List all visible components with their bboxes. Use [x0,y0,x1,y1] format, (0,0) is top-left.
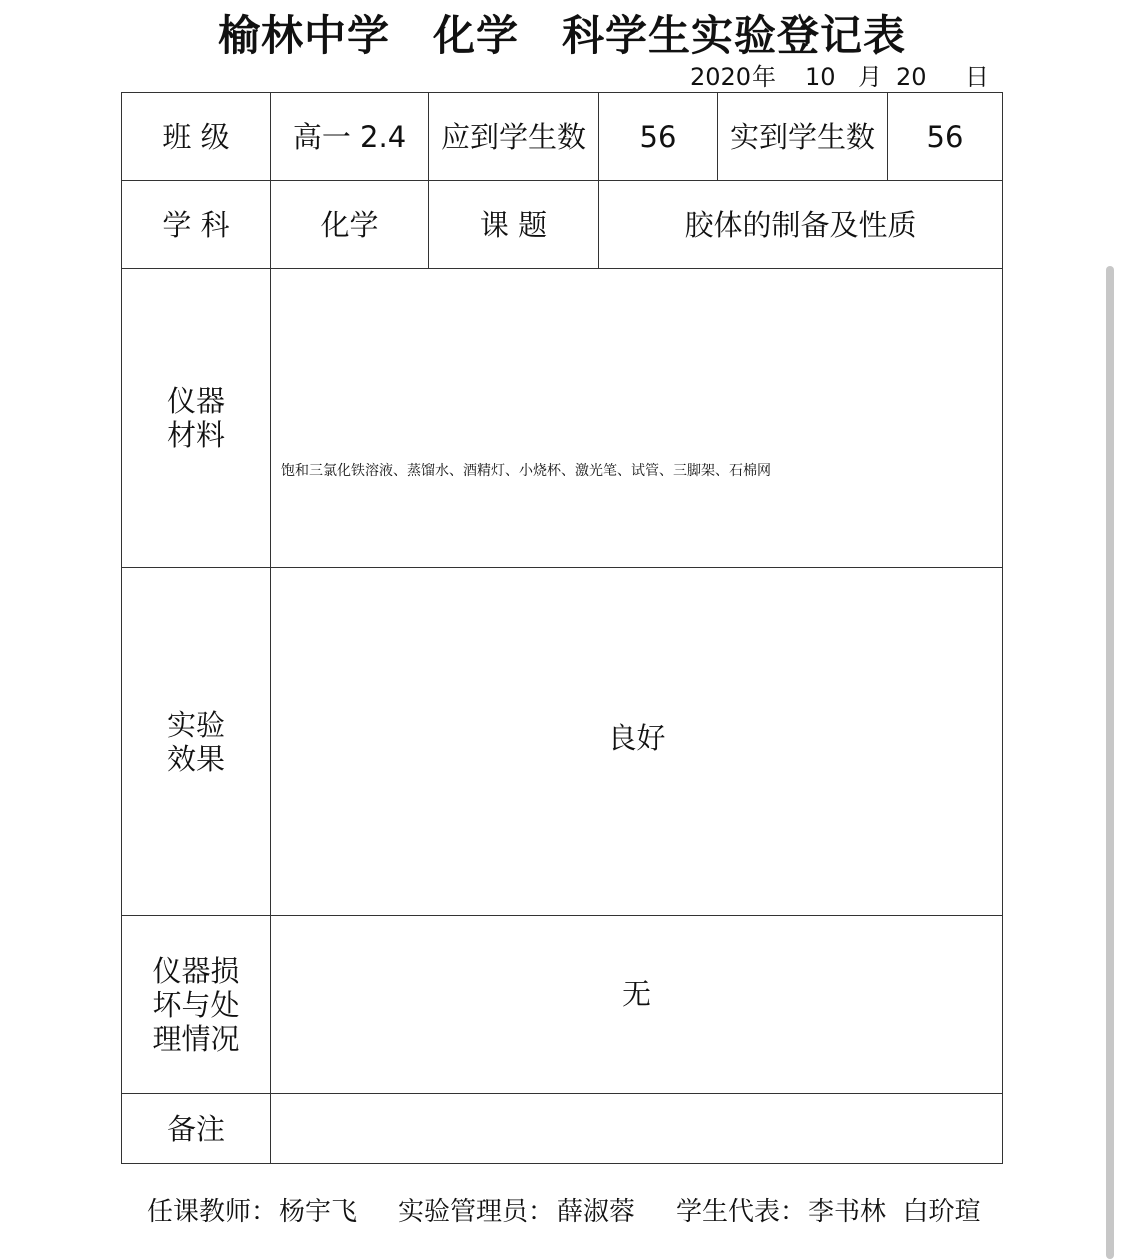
topic-value: 胶体的制备及性质 [599,181,1003,269]
page-title: 榆林中学 化学 科学生实验登记表 [217,11,906,60]
damage-label-line1: 仪器损 [152,953,240,988]
signature-footer [0,1192,1124,1232]
equipment-label-line2: 材料 [166,418,225,452]
vertical-scrollbar[interactable] [1106,266,1114,1259]
manager-name: 薛淑蓉 [557,1197,636,1227]
table-row-equipment [122,269,1003,568]
teacher-label: 任课教师： [147,1197,278,1227]
equipment-value-cell [271,269,1003,568]
effect-label-line1: 实验 [166,707,225,742]
equipment-label [122,269,271,568]
registration-table [121,92,1003,1164]
topic-label: 课 题 [429,181,599,269]
student-rep-label: 学生代表： [676,1197,807,1227]
damage-label-line3: 理情况 [152,1021,240,1056]
date-year-unit: 年 [752,63,776,91]
equipment-value: 饱和三氯化铁溶液、蒸馏水、酒精灯、小烧杯、激光笔、试管、三脚架、石棉网 [281,462,771,479]
actual-students-value: 56 [888,93,1003,181]
date-month: 10 [805,63,836,91]
expected-students-label: 应到学生数 [429,93,599,181]
date-year: 2020 [690,63,752,91]
table-row-remarks [122,1094,1003,1164]
manager-label: 实验管理员： [398,1197,555,1227]
date-row [0,62,1124,92]
remarks-label: 备注 [122,1094,271,1164]
damage-label [122,916,271,1094]
class-value: 高一 2.4 [271,93,429,181]
class-label: 班 级 [122,93,271,181]
effect-value-cell [271,568,1003,916]
table-row-class [122,93,1003,181]
damage-value-cell [271,916,1003,1094]
table-row-effect [122,568,1003,916]
subject-value: 化学 [271,181,429,269]
table-row-subject [122,181,1003,269]
date-day: 20 [896,63,927,91]
equipment-label-line1: 仪器 [166,384,225,418]
effect-value: 良好 [607,720,666,755]
subject-label: 学 科 [122,181,271,269]
damage-value: 无 [621,976,651,1011]
teacher-name: 杨宇飞 [279,1197,358,1227]
date-month-unit: 月 [858,63,882,91]
effect-label-line2: 效果 [166,741,225,776]
damage-label-line2: 坏与处 [152,987,240,1022]
expected-students-value: 56 [599,93,718,181]
student-rep-names: 李书林 白玠瑄 [808,1197,981,1227]
date-day-unit: 日 [965,63,989,91]
table-row-damage [122,916,1003,1094]
effect-label [122,568,271,916]
remarks-value [271,1094,1003,1164]
actual-students-label: 实到学生数 [718,93,888,181]
